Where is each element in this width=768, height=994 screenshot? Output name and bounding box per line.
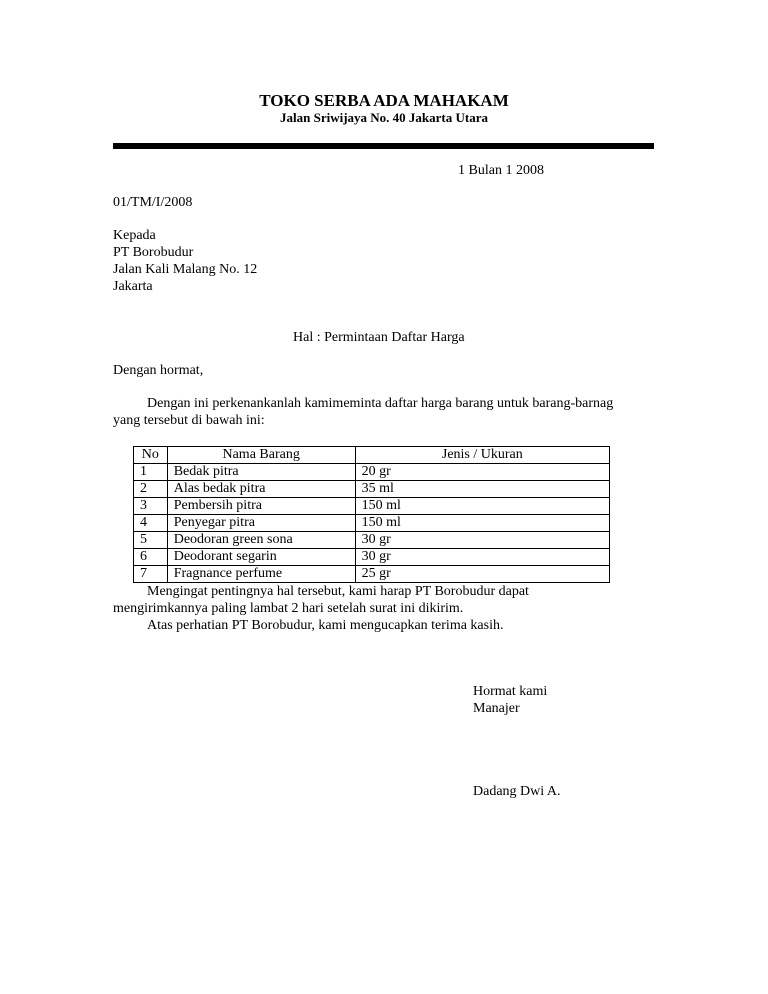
recipient-street: Jalan Kali Malang No. 12 (113, 262, 258, 277)
letterhead-divider (113, 143, 654, 149)
closing-paragraph-line1: Mengingat pentingnya hal tersebut, kami harap PT Borobudur dapat (147, 584, 529, 599)
column-header-item-name: Nama Barang (167, 447, 355, 464)
greeting: Dengan hormat, (113, 363, 204, 378)
item-name: Fragnance perfume (167, 566, 355, 583)
closing-paragraph-line2: mengirimkannya paling lambat 2 hari setelah surat ini dikirim. (113, 601, 464, 616)
item-name: Pembersih pitra (167, 498, 355, 515)
item-name: Deodorant segarin (167, 549, 355, 566)
company-name: TOKO SERBA ADA MAHAKAM (259, 91, 509, 110)
row-number: 4 (134, 515, 168, 532)
table-row (134, 498, 610, 515)
table-row (134, 464, 610, 481)
column-header-type-size: Jenis / Ukuran (355, 447, 609, 464)
row-number: 5 (134, 532, 168, 549)
recipient-city: Jakarta (113, 279, 153, 294)
signature-closing: Hormat kami (473, 684, 548, 699)
table-row (134, 532, 610, 549)
item-name: Penyegar pitra (167, 515, 355, 532)
reference-number: 01/TM/I/2008 (113, 195, 193, 210)
intro-paragraph-line1: Dengan ini perkenankanlah kamimeminta daftar harga barang untuk barang-barnag (147, 396, 614, 411)
item-type-size: 30 gr (355, 532, 609, 549)
item-type-size: 150 ml (355, 515, 609, 532)
recipient-salutation: Kepada (113, 228, 156, 243)
row-number: 7 (134, 566, 168, 583)
thanks-line: Atas perhatian PT Borobudur, kami mengucapkan terima kasih. (147, 618, 504, 633)
item-name: Bedak pitra (167, 464, 355, 481)
subject-line: Hal : Permintaan Daftar Harga (293, 330, 465, 345)
item-type-size: 20 gr (355, 464, 609, 481)
item-name: Alas bedak pitra (167, 481, 355, 498)
item-type-size: 30 gr (355, 549, 609, 566)
table-row (134, 481, 610, 498)
intro-paragraph-line2: yang tersebut di bawah ini: (113, 413, 265, 428)
company-address: Jalan Sriwijaya No. 40 Jakarta Utara (280, 110, 488, 125)
letter-date: 1 Bulan 1 2008 (458, 163, 544, 178)
row-number: 2 (134, 481, 168, 498)
table-row (134, 549, 610, 566)
row-number: 1 (134, 464, 168, 481)
table-row (134, 566, 610, 583)
item-type-size: 25 gr (355, 566, 609, 583)
recipient-name: PT Borobudur (113, 245, 194, 260)
row-number: 6 (134, 549, 168, 566)
item-type-size: 150 ml (355, 498, 609, 515)
items-table (133, 446, 610, 583)
table-row (134, 515, 610, 532)
item-name: Deodoran green sona (167, 532, 355, 549)
signature-name: Dadang Dwi A. (473, 784, 561, 799)
item-type-size: 35 ml (355, 481, 609, 498)
table-header-row (134, 447, 610, 464)
row-number: 3 (134, 498, 168, 515)
signature-position: Manajer (473, 701, 520, 716)
column-header-no: No (134, 447, 168, 464)
